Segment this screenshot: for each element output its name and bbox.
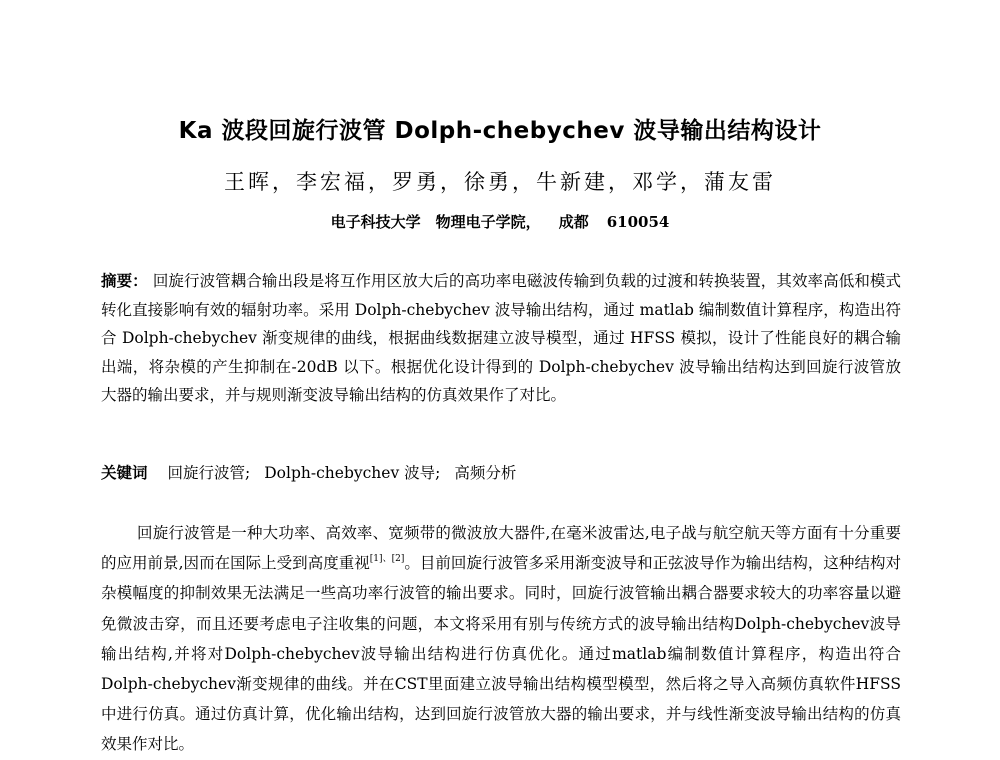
paper-title: Ka 波段回旋行波管 Dolph-chebychev 波导输出结构设计 xyxy=(178,118,822,144)
intro-paragraph xyxy=(101,518,901,760)
keyword-item: 高频分析 xyxy=(454,464,517,482)
intro-text-part1: 回旋行波管是一种大功率、高效率、宽频带的微波放大器件,在毫米波雷达,电子战与航空航天等方面有十分重要的应用前景,因而在国际上受到高度重视 xyxy=(101,524,901,573)
keywords xyxy=(101,461,516,485)
citation-ref-2[interactable]: [2] xyxy=(391,554,405,565)
keyword-item: Dolph-chebychev 波导; xyxy=(264,464,441,482)
affiliation-city: 成都 xyxy=(558,213,589,231)
abstract-text: 回旋行波管耦合输出段是将互作用区放大后的高功率电磁波传输到负载的过渡和转换装置，其效率高低和模式转化直接影响有效的辐射功率。采用 Dolph-chebychev 波导输出结构，通过 matlab 编制数值计算程序，构造出符合 Dolph-chebychev 渐变规律的曲线，根据曲线数据建立波导模型，通过 HFSS 模拟，设计了性能良好的耦合输出端，将杂模的产生抑制在-20dB 以下。根据优化设计得到的 Dolph-chebychev 波导输出结构达到回旋行波管放大器的输出要求，并与规则渐变波导输出结构的仿真效果作了对比。 xyxy=(101,272,901,404)
affiliation-school: 电子科技大学 物理电子学院， xyxy=(330,213,541,231)
author-list: 王晖，李宏福，罗勇，徐勇，牛新建，邓学，蒲友雷 xyxy=(224,170,776,194)
affiliation-postcode: 610054 xyxy=(606,213,670,231)
keywords-label: 关键词 xyxy=(101,464,148,482)
citation-separator: 、 xyxy=(382,554,392,565)
intro-text-part2: 。目前回旋行波管多采用渐变波导和正弦波导作为输出结构，这种结构对杂模幅度的抑制效果无法满足一些高功率行波管的输出要求。同时，回旋行波管输出耦合器要求较大的功率容量以避免微波击穿，而且还要考虑电子注收集的问题，本文将采用有别与传统方式的波导输出结构Dolph-chebychev波导输出结构,并将对Dolph-chebychev波导输出结构进行仿真优化。通过matlab编制数值计算程序，构造出符合Dolph-chebychev渐变规律的曲线。并在CST里面建立波导输出结构模型模型，然后将之导入高频仿真软件HFSS中进行仿真。通过仿真计算，优化输出结构，达到回旋行波管放大器的输出要求，并与线性渐变波导输出结构的仿真效果作对比。 xyxy=(101,554,901,754)
abstract xyxy=(101,267,901,410)
citation-ref-1[interactable]: [1] xyxy=(369,554,383,565)
affiliation xyxy=(0,211,1000,232)
abstract-label: 摘要： xyxy=(101,272,148,290)
keyword-item: 回旋行波管; xyxy=(167,464,251,482)
